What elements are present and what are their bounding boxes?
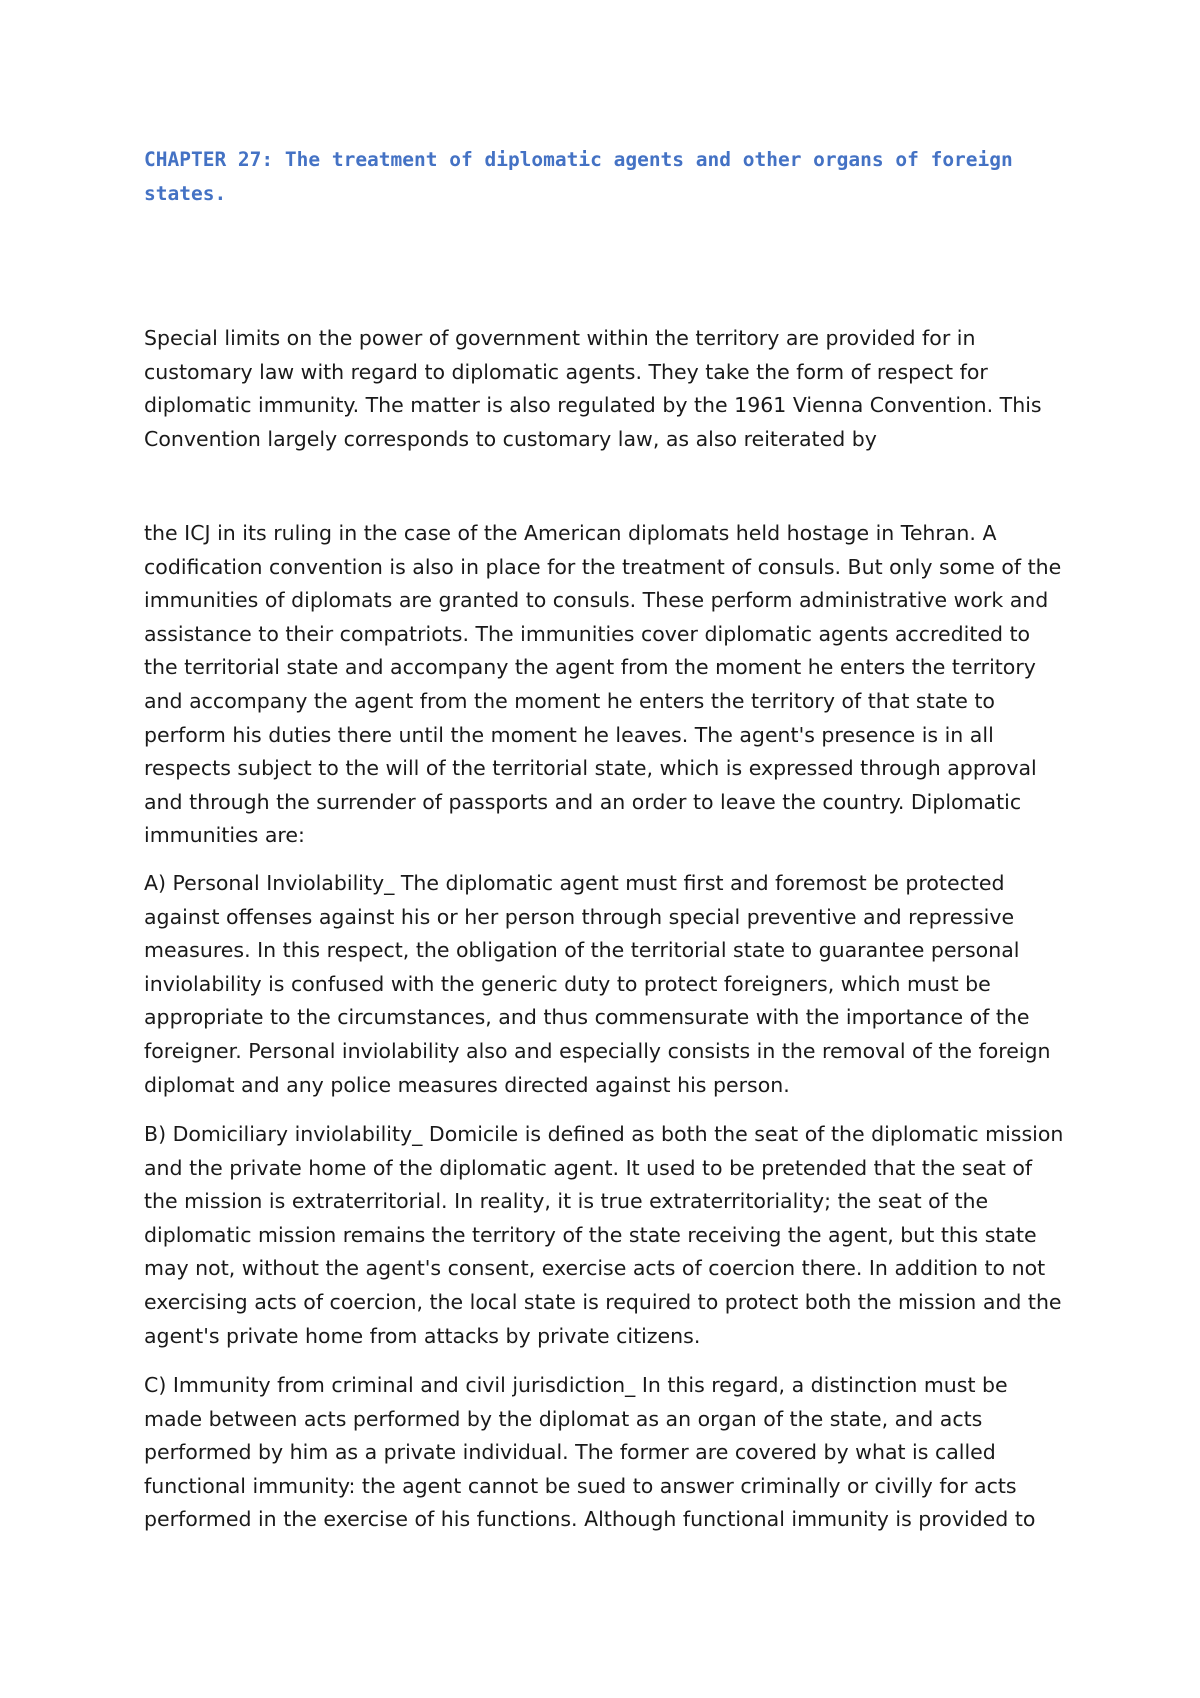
domiciliary-inviolability-paragraph: B) Domiciliary inviolability_ Domicile is defined as both the seat of the diplomatic mission and the private home of the diplomatic agent. It used to be pretended that the seat of the mission is extraterritorial. In reality, it is true extraterritoriality; the seat of the diplomatic mission remains the territory of the state receiving the agent, but this state may not, without the agent's consent, exercise acts of coercion there. In addition to not exercising acts of coercion, the local state is required to protect both the mission and the agent's private home from attacks by private citizens.: [144, 1122, 1064, 1348]
jurisdiction-immunity-paragraph: C) Immunity from criminal and civil jurisdiction_ In this regard, a distinction must be made between acts performed by the diplomat as an organ of the state, and acts performed by him as a private individual. The former are covered by what is called functional immunity: the agent cannot be sued to answer criminally or civilly for acts performed in the exercise of his functions. Although functional immunity is provided to: [144, 1373, 1036, 1532]
chapter-heading: CHAPTER 27: The treatment of diplomatic agents and other organs of foreign states.: [144, 148, 1013, 205]
personal-inviolability-paragraph: A) Personal Inviolability_ The diplomatic agent must first and foremost be protected against offenses against his or her person through special preventive and repressive measures. In this respect, the obligation of the territorial state to guarantee personal inviolability is confused with the generic duty to protect foreigners, which must be appropriate to the circumstances, and thus commensurate with the importance of the foreigner. Personal inviolability also and especially consists in the removal of the foreign diplomat and any police measures directed against his person.: [144, 871, 1051, 1097]
icj-paragraph: the ICJ in its ruling in the case of the American diplomats held hostage in Tehran. A codification convention is also in place for the treatment of consuls. But only some of the immunities of diplomats are granted to consuls. These perform administrative work and assistance to their compatriots. The immunities cover diplomatic agents accredited to the territorial state and accompany the agent from the moment he enters the territory and accompany the agent from the moment he enters the territory of that state to perform his duties there until the moment he leaves. The agent's presence is in all respects subject to the will of the territorial state, which is expressed through approval and through the surrender of passports and an order to leave the country. Diplomatic immunities are:: [144, 521, 1062, 848]
intro-paragraph: Special limits on the power of government within the territory are provided for in customary law with regard to diplomatic agents. They take the form of respect for diplomatic immunity. The matter is also regulated by the 1961 Vienna Convention. This Convention largely corresponds to customary law, as also reiterated by: [144, 326, 1042, 451]
